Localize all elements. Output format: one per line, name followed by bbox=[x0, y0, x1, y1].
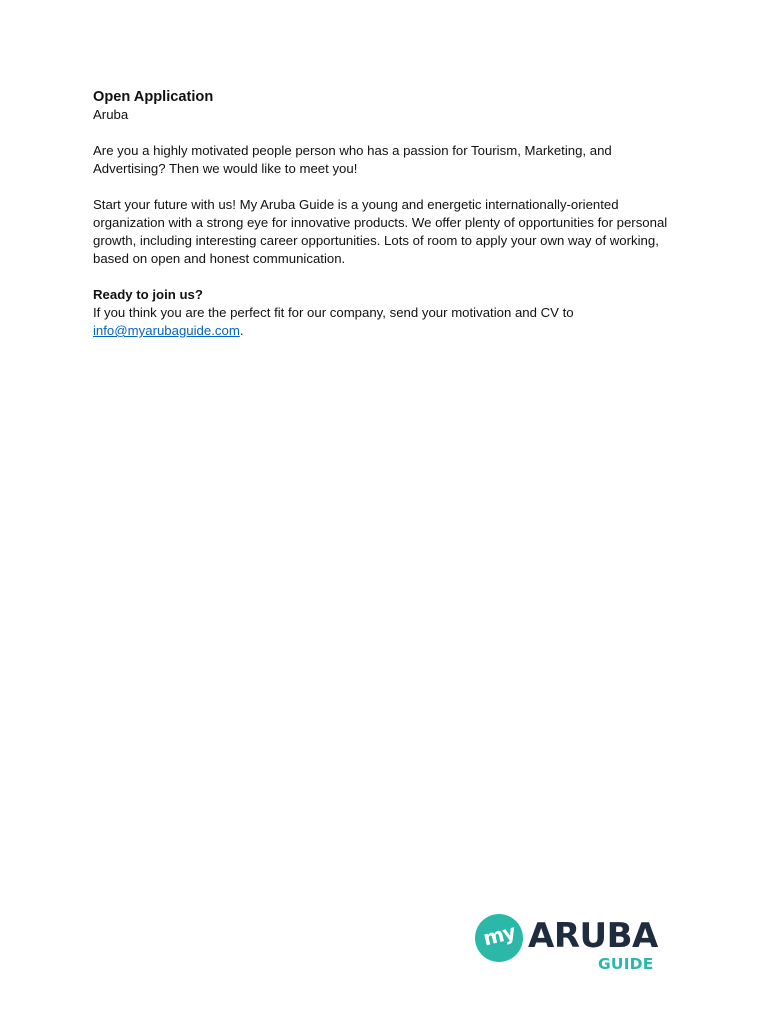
cta-text: If you think you are the perfect fit for our company, send your motivation and CV to bbox=[93, 305, 574, 320]
logo-aruba-text: ARUBA bbox=[528, 916, 658, 956]
cta-heading: Ready to join us? bbox=[93, 287, 203, 302]
logo-badge bbox=[475, 914, 523, 962]
cta-text-block bbox=[93, 304, 678, 340]
logo-my-text: my bbox=[480, 919, 518, 951]
logo-guide-text: GUIDE bbox=[598, 955, 654, 973]
call-to-action bbox=[93, 286, 678, 340]
my-aruba-guide-logo bbox=[475, 914, 665, 974]
company-paragraph: Start your future with us! My Aruba Guide is a young and energetic internationally-oriented organization with a strong eye for innovative products. We offer plenty of opportunities for personal growth, including interesting career opportunities. Lots of room to apply your own way of working, based on open and honest communication. bbox=[93, 197, 668, 266]
document-body bbox=[93, 88, 678, 340]
document-location: Aruba bbox=[93, 107, 129, 122]
document-title: Open Application bbox=[93, 89, 214, 105]
email-link[interactable]: info@myarubaguide.com bbox=[93, 323, 240, 338]
trailing-period: . bbox=[239, 323, 244, 338]
intro-paragraph: Are you a highly motivated people person who has a passion for Tourism, Marketing, and Advertising? Then we would like to meet you! bbox=[93, 143, 612, 176]
